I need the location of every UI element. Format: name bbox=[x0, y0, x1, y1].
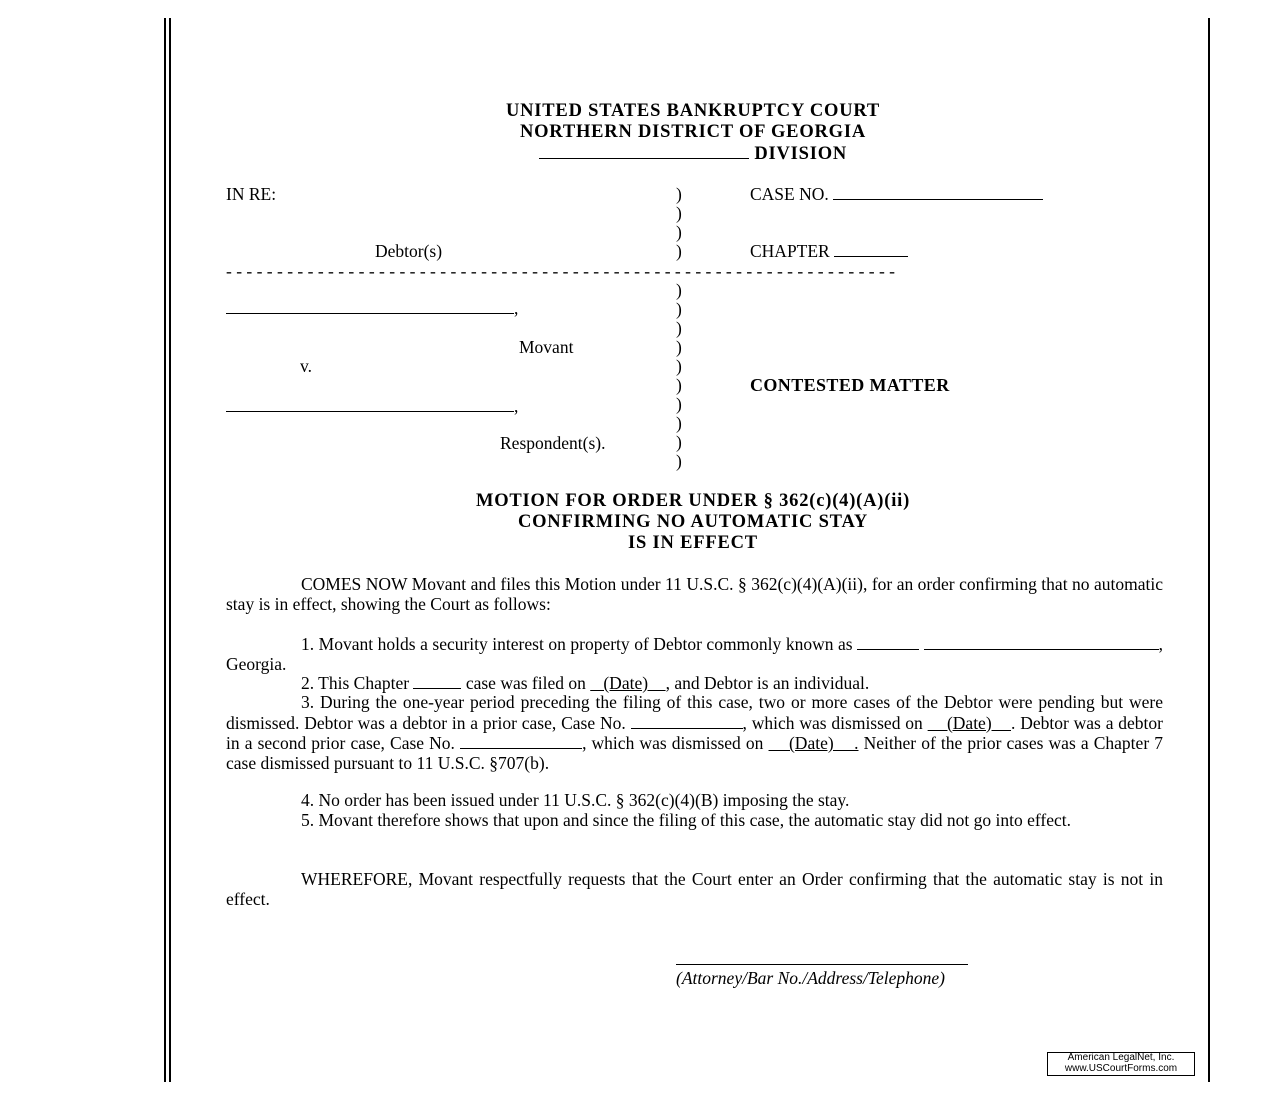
intro-paragraph: COMES NOW Movant and files this Motion under 11 U.S.C. § 362(c)(4)(A)(ii), for an order confirming that no automatic stay is in effect, showing the Court as follows: bbox=[226, 574, 1163, 614]
caption-paren: ) bbox=[676, 203, 682, 223]
case-no-label: CASE NO. bbox=[750, 184, 829, 204]
attorney-signature-label: (Attorney/Bar No./Address/Telephone) bbox=[676, 968, 945, 988]
forms-provider-stamp bbox=[1047, 1052, 1195, 1076]
versus-label: v. bbox=[300, 356, 312, 376]
second-case-no-blank bbox=[460, 733, 582, 749]
caption-paren: ) bbox=[676, 375, 682, 395]
caption-paren: ) bbox=[676, 184, 682, 204]
motion-title-line1: MOTION FOR ORDER UNDER § 362(c)(4)(A)(ii) bbox=[475, 491, 911, 511]
caption-paren: ) bbox=[676, 222, 682, 242]
caption-paren: ) bbox=[676, 432, 682, 452]
division-blank bbox=[539, 143, 749, 159]
motion-title-line2: CONFIRMING NO AUTOMATIC STAY bbox=[517, 512, 869, 532]
caption-paren: ) bbox=[676, 394, 682, 414]
p1-georgia: , Georgia. bbox=[226, 634, 1163, 674]
contested-matter-label: CONTESTED MATTER bbox=[750, 375, 950, 395]
p3-text-c: . Debtor was a debtor in a second prior case, Case No. bbox=[226, 712, 1163, 754]
filing-date-field: (Date) bbox=[590, 673, 666, 693]
caption-paren: ) bbox=[676, 356, 682, 376]
division-label: DIVISION bbox=[754, 144, 848, 164]
p2-text-a: 2. This Chapter bbox=[301, 673, 410, 693]
p2-text-c: , and Debtor is an individual. bbox=[665, 673, 870, 693]
movant-name-blank bbox=[226, 298, 514, 314]
movant-label: Movant bbox=[519, 337, 574, 357]
wherefore-paragraph: WHEREFORE, Movant respectfully requests that the Court enter an Order confirming that the automatic stay is not in effect. bbox=[226, 869, 1163, 909]
paragraph-1 bbox=[226, 634, 1163, 674]
court-division bbox=[0, 143, 1275, 165]
court-district: NORTHERN DISTRICT OF GEORGIA bbox=[519, 122, 867, 142]
p3-text-b: , which was dismissed on bbox=[742, 712, 923, 733]
signature-line bbox=[676, 964, 968, 965]
caption-paren: ) bbox=[676, 241, 682, 261]
motion-title-line3: IS IN EFFECT bbox=[628, 533, 758, 553]
movant-name-line: , bbox=[226, 298, 518, 319]
caption-paren: ) bbox=[676, 318, 682, 338]
caption-paren: ) bbox=[676, 451, 682, 471]
caption-paren: ) bbox=[676, 413, 682, 433]
paragraph-5: 5. Movant therefore shows that upon and since the filing of this case, the automatic stay did not go into effect. bbox=[301, 810, 1071, 830]
respondent-name-blank bbox=[226, 396, 514, 412]
p3-text-d: , which was dismissed on bbox=[582, 733, 764, 754]
stamp-company: American LegalNet, Inc. bbox=[1067, 1052, 1175, 1063]
paragraph-2 bbox=[226, 673, 1163, 694]
caption-separator: - - - - - - - - - - - - - - - - - - - - - - - - - - - - - - - - - - - - - - - - - - - - - - - - - - - - - - - - - - - - - - - - - - bbox=[226, 261, 895, 281]
respondent-name-line: , bbox=[226, 396, 518, 417]
caption-paren: ) bbox=[676, 299, 682, 319]
property-blank-1 bbox=[857, 634, 919, 650]
debtors-label: Debtor(s) bbox=[375, 241, 443, 261]
chapter-number bbox=[750, 241, 908, 262]
p1-text: 1. Movant holds a security interest on property of Debtor commonly known as bbox=[301, 634, 853, 654]
p2-text-b: case was filed on bbox=[465, 673, 586, 693]
p3-text-a: 3. During the one-year period preceding the filing of this case, two or more cases of the Debtor were pending but were dismissed. Debtor was a debtor in a prior case, Case No. bbox=[226, 692, 1163, 733]
respondents-label: Respondent(s). bbox=[500, 433, 606, 453]
paragraph-3 bbox=[226, 693, 1163, 773]
court-name: UNITED STATES BANKRUPTCY COURT bbox=[505, 101, 881, 121]
chapter-blank bbox=[834, 241, 908, 257]
prior-case-no-blank bbox=[631, 713, 743, 729]
in-re-label: IN RE: bbox=[226, 184, 277, 204]
second-dismissal-date-field: (Date) . bbox=[768, 733, 859, 754]
caption-paren: ) bbox=[676, 337, 682, 357]
case-number bbox=[750, 184, 1043, 205]
chapter-label: CHAPTER bbox=[750, 241, 830, 261]
caption-paren: ) bbox=[676, 280, 682, 300]
p3-text-e: Neither of the prior cases was a Chapter 7 case dismissed pursuant to 11 U.S.C. §707(b). bbox=[226, 733, 1164, 773]
property-blank-2 bbox=[924, 634, 1159, 650]
stamp-website: www.USCourtForms.com bbox=[1064, 1062, 1178, 1074]
paragraph-4: 4. No order has been issued under 11 U.S.C. § 362(c)(4)(B) imposing the stay. bbox=[301, 790, 850, 810]
case-no-blank bbox=[833, 184, 1043, 200]
prior-dismissal-date-field: (Date) bbox=[927, 712, 1011, 733]
chapter-number-blank bbox=[413, 673, 461, 689]
